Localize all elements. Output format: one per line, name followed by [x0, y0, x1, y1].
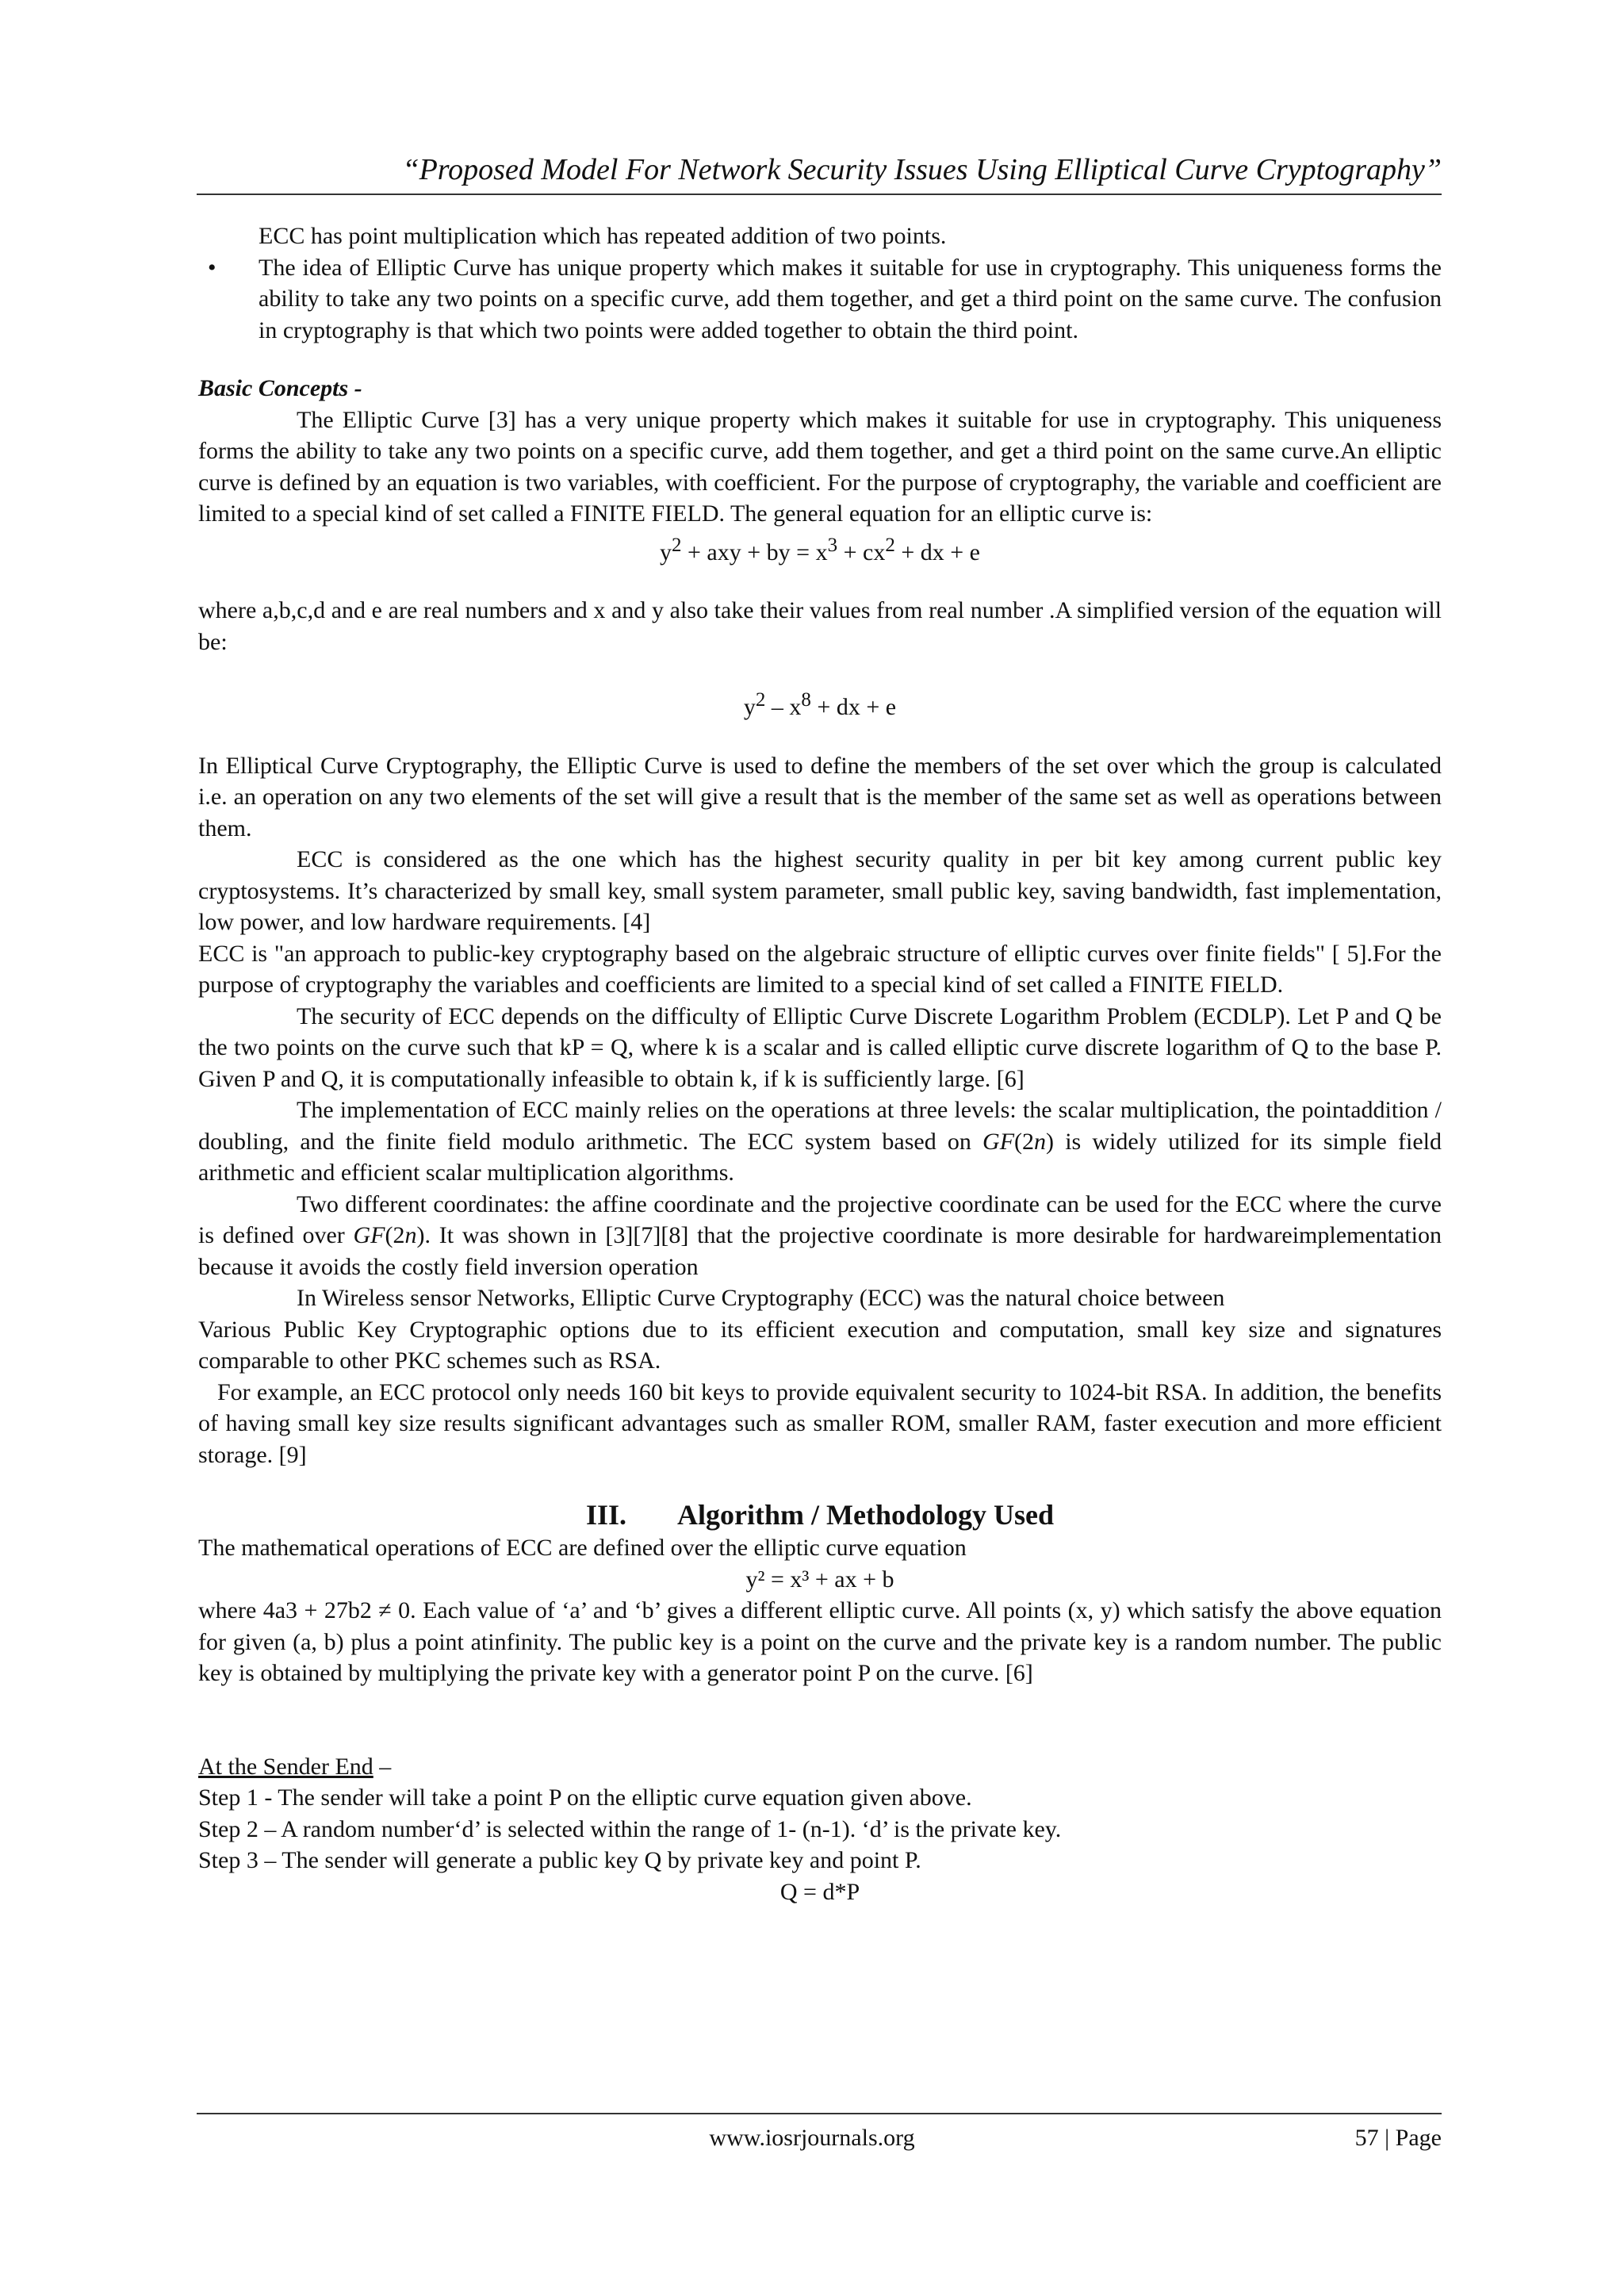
step-item: Step 1 - The sender will take a point P on the elliptic curve equation given above.: [198, 1784, 972, 1811]
paragraph: For example, an ECC protocol only needs 160 bit keys to provide equivalent security to 1024-bit RSA. In addition, the benefits of having small key size results significant advantages such as smaller ROM, smaller RAM, faster execution and more efficient storage. [9]: [198, 1378, 1442, 1468]
paragraph: Two different coordinates: the affine coordinate and the projective coordinate can be used for the ECC where the curve is defined over GF(2n). It was shown in [3][7][8] that the projective coordinate is more desirable for hardwareimplementation because it avoids the costly field inversion operation: [198, 1190, 1442, 1280]
sender-heading-label: At the Sender End: [198, 1753, 373, 1780]
intro-continuation: ECC has point multiplication which has repeated addition of two points.: [259, 223, 947, 249]
step-item: Step 2 – A random number‘d’ is selected within the range of 1- (n-1). ‘d’ is the private key.: [198, 1815, 1062, 1842]
paragraph: The implementation of ECC mainly relies on the operations at three levels: the scalar multiplication, the pointaddition / doubling, and the finite field modulo arithmetic. The ECC system based on GF(2n) is widely utilized for its simple field arithmetic and efficient scalar multiplication algorithms.: [198, 1097, 1442, 1186]
paragraph: ECC is considered as the one which has the highest security quality in per bit key among current public key cryptosystems. It’s characterized by small key, small system parameter, small public key, saving bandwidth, fast implementation, low power, and low hardware requirements. [4]: [198, 846, 1442, 935]
header-rule: [197, 194, 1442, 195]
section-heading-basic-concepts: [198, 373, 1442, 404]
bullet-item: [198, 252, 1442, 347]
equation-simplified: $y^2 - x^8$ + dx + e: [743, 689, 897, 720]
section-number: III.: [585, 1499, 627, 1531]
bullet-text: The idea of Elliptic Curve has unique property which makes it suitable for use in cryptography. This uniqueness forms the ability to take any two points on a specific curve, add them together, and get a third point on the same curve. The confusion in cryptography is that which two points were added together to obtain the third point.: [259, 254, 1442, 343]
step-item: Step 3 – The sender will generate a public key Q by private key and point P.: [198, 1847, 921, 1873]
section-heading-algorithm: [198, 1497, 1442, 1532]
paragraph: The security of ECC depends on the difficulty of Elliptic Curve Discrete Logarithm Problem (ECDLP). Let P and Q be the two points on the curve such that kP = Q, where k is a scalar and is called elliptic curve discrete logarithm of Q to the base P. Given P and Q, it is computationally infeasible to obtain k, if k is sufficiently large. [6]: [198, 1002, 1442, 1092]
paragraph: In Wireless sensor Networks, Elliptic Curve Cryptography (ECC) was the natural choice between: [297, 1285, 1225, 1311]
equation-curve: y² = x³ + ax + b: [745, 1566, 894, 1593]
footer-url: www.iosrjournals.org: [709, 2125, 915, 2151]
sender-heading: At the Sender End –: [198, 1753, 392, 1780]
paragraph: In Elliptical Curve Cryptography, the Elliptic Curve is used to define the members of the set over which the group is calculated i.e. an operation on any two elements of the set will give a result that is the member of the same set as well as operations between them.: [198, 752, 1442, 841]
paragraph: The Elliptic Curve [3] has a very unique property which makes it suitable for use in cryptography. This uniqueness forms the ability to take any two points on a specific curve, add them together, and get a third point on the same curve.An elliptic curve is defined by an equation is two variables, with coefficient. For the purpose of cryptography, the variable and coefficient are limited to a special kind of set called a FINITE FIELD. The general equation for an elliptic curve is:: [198, 406, 1442, 527]
bullet-icon: •: [208, 254, 216, 281]
paragraph: Various Public Key Cryptographic options due to its efficient execution and computation, small key size and signatures comparable to other PKC schemes such as RSA.: [198, 1316, 1442, 1374]
body-text: [198, 220, 1442, 1907]
paragraph: ECC is "an approach to public-key cryptography based on the algebraic structure of elliptic curves over finite fields" [ 5].For the purpose of cryptography the variables and coefficients are limited to a special kind of set called a FINITE FIELD.: [198, 940, 1442, 998]
equation-general: $y^2$ + axy + by = $x^3 + cx^2$ + dx + e: [660, 534, 980, 565]
equation-public-key: Q = d*P: [779, 1878, 860, 1905]
page-number: 57 | Page: [1354, 2125, 1442, 2151]
paragraph: The mathematical operations of ECC are defined over the elliptic curve equation: [198, 1535, 967, 1561]
paragraph: where a,b,c,d and e are real numbers and x and y also take their values from real number .A simplified version of the equation will be:: [198, 597, 1442, 655]
running-title: “Proposed Model For Network Security Issues Using Elliptical Curve Cryptography”: [402, 153, 1442, 186]
basic-concepts-heading: Basic Concepts -: [198, 375, 362, 401]
section-title: Algorithm / Methodology Used: [677, 1499, 1054, 1531]
footer-rule: [197, 2113, 1442, 2114]
paragraph: where 4a3 + 27b2 ≠ 0. Each value of ‘a’ and ‘b’ gives a different elliptic curve. All points (x, y) which satisfy the above equation for given (a, b) plus a point atinfinity. The public key is a point on the curve and the private key is a random number. The public key is obtained by multiplying the private key with a generator point P on the curve. [6]: [198, 1597, 1442, 1686]
